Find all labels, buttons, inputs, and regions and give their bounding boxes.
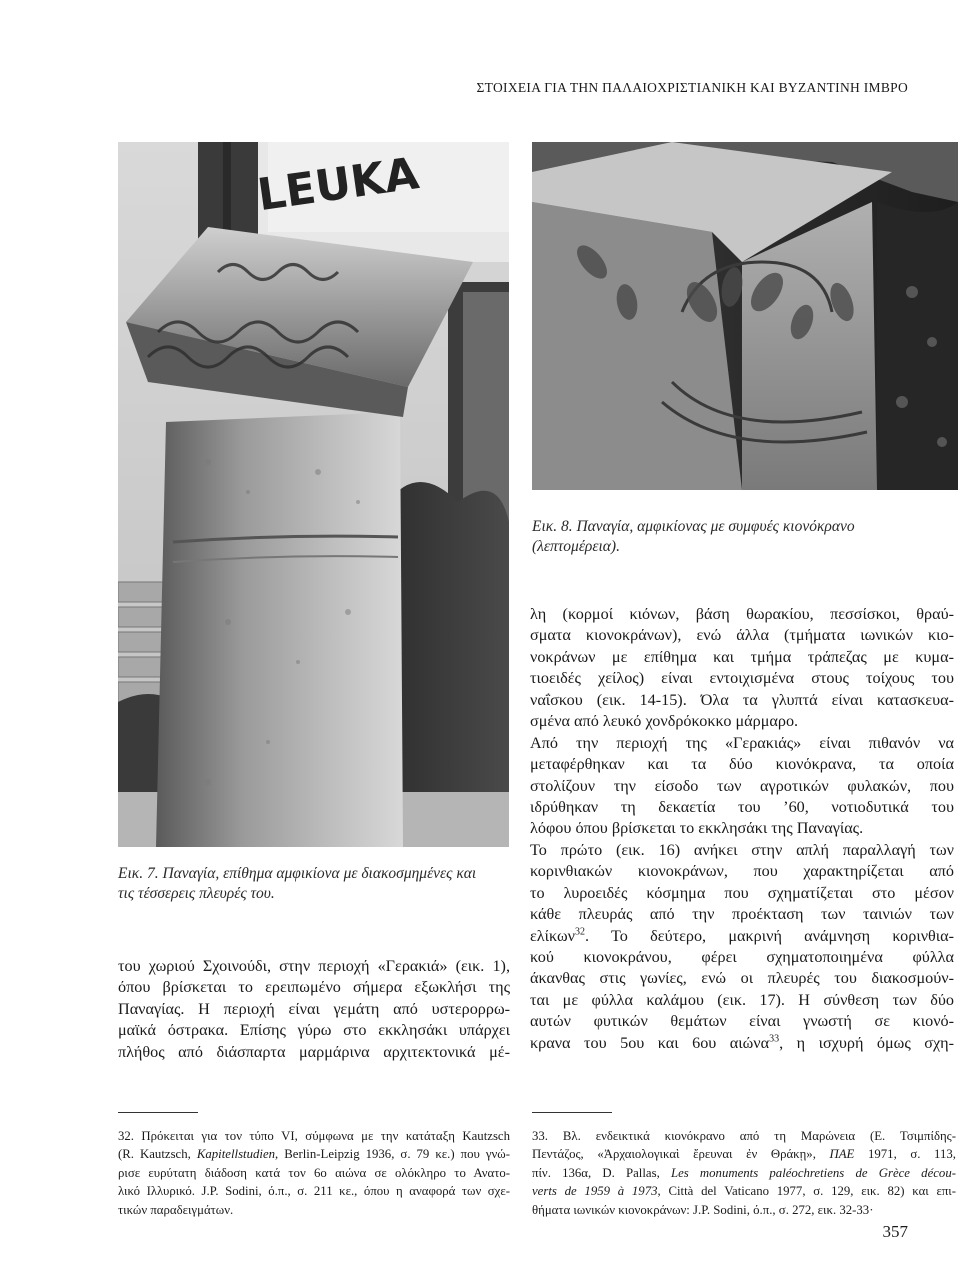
figure-7-caption-line2: τις τέσσερεις πλευρές του.	[118, 885, 275, 902]
body-line: ναΐσκου (εικ. 14-15). Όλα τα γλυπτά είναι κατασκευα-	[530, 690, 954, 709]
body-text-fragment: ελίκων	[530, 926, 575, 945]
footnote-33	[532, 1127, 956, 1219]
body-line: στολίζουν την είσοδο των αγροτικών φυλακών, που	[530, 776, 954, 795]
footnote-text: 1971, σ. 113,	[854, 1147, 956, 1162]
body-line: το λυροειδές κόσμημα που σχηματίζεται στο μέσον	[530, 883, 954, 902]
body-line: όπου βρίσκεται το ερειπωμένο σήμερα εξωκλήσι της	[118, 978, 510, 997]
figure-7-photo	[118, 142, 509, 847]
body-line: σματα κιονοκράνων), ενώ άλλα (τμήματα ιωνικών κιο-	[530, 626, 954, 645]
body-line: λη (κορμοί κιόνων, βάση θωρακίου, πεσσίσκοι, θραύ-	[530, 605, 954, 623]
svg-text:LEUKA: LEUKA	[254, 148, 422, 222]
footnote-divider	[118, 1112, 198, 1113]
figure-7-caption	[118, 864, 518, 904]
footnote-journal: ΠΑΕ	[829, 1147, 855, 1162]
footnote-line	[532, 1164, 956, 1182]
footnote-ref-32[interactable]: 32	[575, 926, 585, 938]
footnote-book-title: Les monuments paléochretiens de Grèce décou-	[670, 1165, 956, 1180]
body-line: του χωριού Σχοινούδι, στην περιοχή «Γερακιά» (εικ. 1),	[118, 957, 510, 975]
body-line: κορινθιακών κιονοκράνων, που χαρακτηρίζεται από	[530, 862, 954, 881]
footnote-line	[532, 1145, 956, 1163]
body-line: σμένα από λευκό χονδρόκοκκο μάρμαρο.	[530, 712, 799, 731]
figure-7-caption-line1: Παναγία, επίθημα αμφικίονα με διακοσμημένες και	[162, 865, 477, 882]
body-line: μεταφέρθηκαν και τα δύο κιονόκρανα, τα οποία	[530, 755, 954, 774]
body-line: Από την περιοχή της «Γερακιάς» είναι πιθανόν να	[530, 733, 954, 752]
body-line: άκανθας στις γωνίες, ενώ οι πλευρές του διακοσμούν-	[530, 969, 954, 988]
figure-7-number: Εικ. 7.	[118, 865, 159, 882]
footnote-line: 33. Βλ. ενδεικτικά κιονόκρανο από τη Μαρώνεια (Ε. Τσιμπίδης-	[532, 1129, 956, 1143]
body-column-right	[530, 604, 954, 1054]
body-line: ται με φύλλα καλάμου (εικ. 17). Η σύνθεση των δύο	[530, 990, 954, 1009]
body-text-fragment: , η ισχυρή όμως σχη-	[779, 1033, 954, 1052]
footnote-book-title: verts de 1959 à 1973	[532, 1184, 658, 1199]
body-column-left	[118, 956, 510, 1063]
page-number: 357	[882, 1222, 908, 1241]
body-line: αυτών φυτικών θεμάτων είναι γνωστή σε κιονό-	[530, 1012, 954, 1031]
footnote-line: ρισε ευρύτατη διάδοση κατά τον 6ο αιώνα σε ολόκληρο το Ανατο-	[118, 1165, 510, 1180]
footnote-text: (R. Kautzsch,	[118, 1147, 197, 1162]
figure-8-caption-line1: Παναγία, αμφικίονας με συμφυές κιονόκρανο	[576, 518, 855, 535]
footnote-text: Πεντάζος, «Ἀρχαιολογικαὶ ἔρευναι ἐν Θράκῃ»,	[532, 1147, 830, 1162]
body-line: πλήθος από διάσπαρτα μαρμάρινα αρχιτεκτονικά μέ-	[118, 1042, 510, 1061]
body-line: Το πρώτο (εικ. 16) ανήκει στην απλή παραλλαγή των	[530, 840, 954, 859]
footnote-line	[118, 1145, 510, 1163]
body-line: Παναγίας. Η περιοχή είναι γεμάτη από υστερορρω-	[118, 999, 510, 1018]
body-line: μαϊκά όστρακα. Επίσης γύρω στο εκκλησάκι υπάρχει	[118, 1021, 510, 1040]
body-line: νοκράνων με επίθημα και τμήμα τράπεζας με κυμα-	[530, 647, 954, 666]
body-line: κού κιονοκράνου, φέρει σχηματοποιημένα φύλλα	[530, 948, 954, 967]
figure-8-photo	[532, 142, 958, 490]
body-line	[530, 926, 954, 947]
footnote-text: πίν. 136α, D. Pallas,	[532, 1165, 671, 1180]
footnote-line: θήματα ιωνικών κιονοκράνων: J.P. Sodini, ό.π., σ. 272, εικ. 32-33·	[532, 1202, 874, 1217]
body-text-fragment: . Το δεύτερο, μακρινή ανάμνηση κορινθια-	[585, 926, 954, 945]
footnote-text: , Berlin-Leipzig 1936, σ. 79 κε.) που γνώ-	[275, 1147, 510, 1162]
footnote-text: , Città del Vaticano 1977, σ. 129, εικ. 82) και επι-	[657, 1184, 956, 1199]
body-line	[530, 1033, 954, 1054]
running-head: ΣΤΟΙΧΕΙΑ ΓΙΑ ΤΗΝ ΠΑΛΑΙΟΧΡΙΣΤΙΑΝΙΚΗ ΚΑΙ ΒΥΖΑΝΤΙΝΗ ΙΜΒΡΟ	[476, 80, 908, 95]
body-text-fragment: κρανα του 5ου και 6ου αιώνα	[530, 1033, 770, 1052]
footnote-book-title: Kapitellstudien	[196, 1147, 276, 1162]
footnote-line: τικών παραδειγμάτων.	[118, 1202, 234, 1217]
footnote-32	[118, 1127, 510, 1219]
footnote-ref-33[interactable]: 33	[769, 1033, 780, 1045]
footnote-divider	[532, 1112, 612, 1113]
footnote-line: λικό Ιλλυρικό. J.P. Sodini, ό.π., σ. 211 κε., όπου η αναφορά των σχε-	[118, 1184, 510, 1199]
body-line: ιδρύθηκαν τη δεκαετία του ’60, νοτιοδυτικά του	[530, 797, 954, 816]
footnote-line	[532, 1182, 956, 1200]
footnote-line: 32. Πρόκειται για τον τύπο VI, σύμφωνα με την κατάταξη Kautzsch	[118, 1129, 510, 1143]
figure-8-number: Εικ. 8.	[532, 518, 573, 535]
body-line: τιοειδές χείλος) είναι εντοιχισμένα στους τοίχους του	[530, 669, 954, 688]
figure-8-caption-line2: (λεπτομέρεια).	[532, 538, 620, 555]
body-line: λόφου όπου βρίσκεται το εκκλησάκι της Παναγίας.	[530, 819, 864, 838]
body-line: κάθε πλευράς από την προέκταση των ταινιών των	[530, 905, 954, 924]
figure-8-caption	[532, 517, 932, 557]
